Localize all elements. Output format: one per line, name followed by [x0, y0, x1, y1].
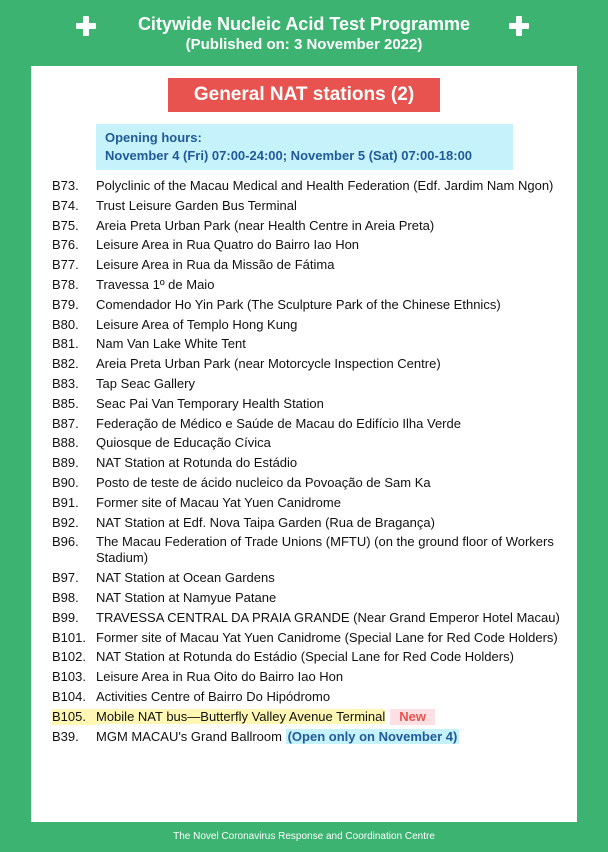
station-name: Former site of Macau Yat Yuen Canidrome: [96, 494, 341, 510]
station-code: B97.: [52, 570, 79, 586]
station-name: Leisure Area in Rua da Missão de Fátima: [96, 257, 335, 273]
station-name: Former site of Macau Yat Yuen Canidrome (Special Lane for Red Code Holders): [96, 629, 558, 645]
station-entry: [96, 495, 567, 511]
station-name: Leisure Area in Rua Quatro do Bairro Iao Hon: [96, 237, 360, 253]
station-entry: [96, 630, 567, 646]
station-entry: [96, 178, 567, 194]
station-name: NAT Station at Edf. Nova Taipa Garden (Rua de Bragança): [96, 514, 435, 530]
station-name: MGM MACAU's Grand Ballroom: [96, 728, 282, 744]
station-list: [52, 178, 567, 748]
station-code: B80.: [52, 316, 79, 332]
list-item: [52, 356, 567, 372]
station-name: Quiosque de Educação Cívica: [96, 435, 271, 451]
medical-cross-icon: [509, 16, 529, 36]
station-code: B85.: [52, 395, 79, 411]
station-entry: [96, 649, 567, 665]
header-banner: [0, 0, 608, 66]
list-item: [52, 336, 567, 352]
station-name: NAT Station at Namyue Patane: [96, 589, 277, 605]
station-code: B88.: [52, 435, 79, 451]
list-item: [52, 317, 567, 333]
station-code: B74.: [52, 197, 79, 213]
station-entry: [96, 336, 567, 352]
list-item: [52, 649, 567, 665]
station-code: B92.: [52, 514, 79, 530]
station-code: B81.: [52, 336, 79, 352]
list-item: [52, 515, 567, 531]
list-item: [52, 455, 567, 471]
station-entry: [96, 356, 567, 372]
station-code: B90.: [52, 474, 79, 490]
list-item: [52, 495, 567, 511]
station-note: (Open only on November 4): [287, 728, 458, 744]
list-item: [52, 218, 567, 234]
station-entry: [96, 610, 567, 626]
station-entry: [96, 416, 567, 432]
station-entry: [96, 455, 567, 471]
list-item: [52, 416, 567, 432]
station-name: Areia Preta Urban Park (near Health Centre in Areia Preta): [96, 217, 435, 233]
station-entry: [96, 570, 567, 586]
station-entry: [96, 198, 567, 214]
station-name: NAT Station at Ocean Gardens: [96, 570, 275, 586]
station-code: B105.: [52, 709, 96, 725]
list-item: [52, 198, 567, 214]
list-item: [52, 376, 567, 392]
station-code: B79.: [52, 296, 79, 312]
station-name: NAT Station at Rotunda do Estádio (Special Lane for Red Code Holders): [96, 649, 514, 665]
station-code: B39.: [52, 728, 79, 744]
station-code: B87.: [52, 415, 79, 431]
station-code: B76.: [52, 237, 79, 253]
station-code: B99.: [52, 609, 79, 625]
medical-cross-icon: [76, 16, 96, 36]
station-name: Comendador Ho Yin Park (The Sculpture Park of the Chinese Ethnics): [96, 296, 501, 312]
station-code: B102.: [52, 649, 86, 665]
station-name: Tap Seac Gallery: [96, 375, 195, 391]
station-name: TRAVESSA CENTRAL DA PRAIA GRANDE (Near Grand Emperor Hotel Macau): [96, 609, 560, 625]
station-entry: [96, 277, 567, 293]
published-date: (Published on: 3 November 2022): [185, 36, 423, 53]
station-entry: [96, 729, 567, 745]
list-item: [52, 669, 567, 685]
list-item: [52, 570, 567, 586]
station-code: B83.: [52, 375, 79, 391]
list-item: [52, 277, 567, 293]
list-item: [52, 178, 567, 194]
station-entry: [96, 590, 567, 606]
station-name: Travessa 1º de Maio: [96, 276, 215, 292]
section-title: General NAT stations (2): [168, 78, 440, 112]
station-name: Leisure Area in Rua Oito do Bairro Iao Hon: [96, 669, 344, 685]
station-name: Areia Preta Urban Park (near Motorcycle Inspection Centre): [96, 356, 441, 372]
station-entry: [96, 669, 567, 685]
station-name: Posto de teste de ácido nucleico da Povoação de Sam Ka: [96, 474, 431, 490]
list-item: [52, 396, 567, 412]
list-item: [52, 610, 567, 626]
list-item: [52, 257, 567, 273]
station-name: The Macau Federation of Trade Unions (MFTU) (on the ground floor of Workers Stadium): [96, 534, 554, 566]
station-entry: [96, 709, 567, 725]
list-item: [52, 590, 567, 606]
station-code: B98.: [52, 589, 79, 605]
content-sheet: [31, 66, 577, 822]
footer: The Novel Coronavirus Response and Coordination Centre: [0, 822, 608, 852]
station-entry: [96, 689, 567, 705]
station-name: Activities Centre of Bairro Do Hipódromo: [96, 688, 331, 704]
station-name: Seac Pai Van Temporary Health Station: [96, 395, 324, 411]
opening-hours-text: November 4 (Fri) 07:00-24:00; November 5 (Sat) 07:00-18:00: [105, 148, 473, 163]
station-code: B73.: [52, 178, 79, 193]
station-entry: [96, 237, 567, 253]
station-entry: [96, 435, 567, 451]
list-item: [52, 729, 567, 745]
station-entry: [96, 396, 567, 412]
list-item: [52, 237, 567, 253]
station-name: Nam Van Lake White Tent: [96, 336, 246, 352]
station-name: Trust Leisure Garden Bus Terminal: [96, 197, 297, 213]
page-title: Citywide Nucleic Acid Test Programme: [137, 14, 471, 34]
station-entry: [96, 317, 567, 333]
opening-hours-box: [96, 124, 513, 170]
list-item: [52, 435, 567, 451]
station-code: B89.: [52, 455, 79, 471]
new-badge: New: [390, 709, 435, 725]
station-code: B78.: [52, 276, 79, 292]
station-entry: [96, 534, 567, 566]
station-code: B101.: [52, 629, 86, 645]
list-item: [52, 297, 567, 313]
list-item: [52, 475, 567, 491]
station-name: Mobile NAT bus—Butterfly Valley Avenue Terminal: [96, 708, 386, 724]
station-entry: [96, 218, 567, 234]
station-code: B75.: [52, 217, 79, 233]
station-name: Leisure Area of Templo Hong Kung: [96, 316, 298, 332]
station-entry: [96, 515, 567, 531]
station-entry: [96, 257, 567, 273]
station-code: B104.: [52, 688, 86, 704]
station-code: B77.: [52, 257, 79, 273]
station-name: NAT Station at Rotunda do Estádio: [96, 455, 298, 471]
list-item: [52, 689, 567, 705]
station-code: B96.: [52, 534, 79, 550]
station-code: B91.: [52, 494, 79, 510]
station-name: Polyclinic of the Macau Medical and Health Federation (Edf. Jardim Nam Ngon): [96, 178, 554, 193]
station-code: B103.: [52, 669, 86, 685]
list-item: [52, 534, 567, 566]
list-item: [52, 630, 567, 646]
station-entry: [96, 475, 567, 491]
station-entry: [96, 297, 567, 313]
station-entry: [96, 376, 567, 392]
station-code: B82.: [52, 356, 79, 372]
opening-hours-label: Opening hours:: [105, 130, 202, 145]
station-name: Federação de Médico e Saúde de Macau do Edifício Ilha Verde: [96, 415, 461, 431]
list-item: [52, 709, 567, 725]
